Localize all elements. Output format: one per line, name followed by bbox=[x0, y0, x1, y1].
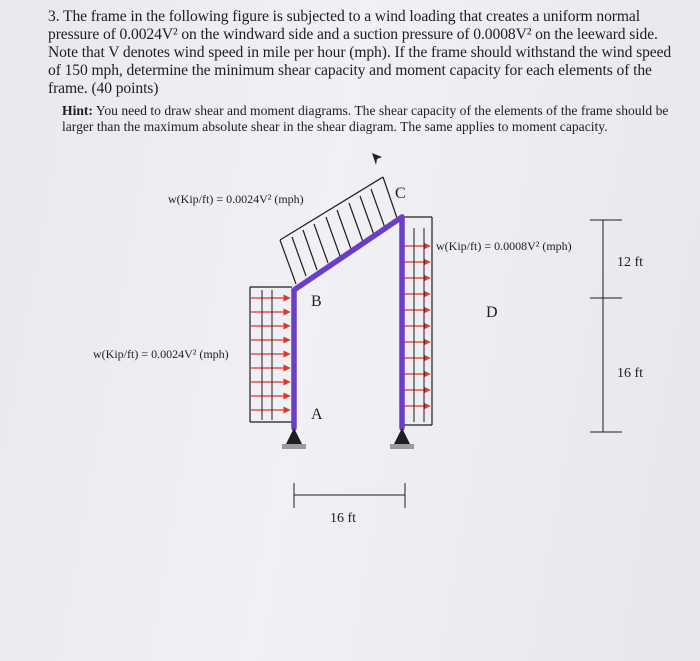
problem-text: The frame in the following figure is subjected to a wind loading that creates a uniform normal pressure of 0.0024V² on the windward side and a suction pressure of 0.0008V² on the leeward side. Note that V denotes wind speed in mile per hour (mph). If the frame should withstand the wind speed of 150 mph, determine the minimum shear capacity and moment capacity for each elements of the frame. (40 points) bbox=[48, 8, 672, 97]
cursor-arrow-icon bbox=[372, 153, 382, 165]
windward-load-arrows bbox=[251, 298, 290, 410]
dimension-lower-label: 16 ft bbox=[617, 366, 644, 381]
dimension-width bbox=[294, 483, 405, 508]
node-label-d: D bbox=[486, 304, 498, 321]
leeward-load bbox=[404, 217, 432, 425]
problem-number: 3. bbox=[48, 8, 60, 25]
pin-support-right bbox=[390, 428, 414, 449]
dimension-height bbox=[590, 220, 622, 432]
hint-label: Hint: bbox=[62, 103, 93, 118]
dimension-upper-label: 12 ft bbox=[617, 255, 644, 270]
windward-load-label: w(Kip/ft) = 0.0024V² (mph) bbox=[93, 347, 229, 361]
node-label-c: C bbox=[395, 185, 406, 202]
member-bc bbox=[294, 217, 402, 290]
leeward-load-ticks bbox=[414, 228, 424, 422]
frame-members bbox=[294, 217, 402, 428]
leeward-load-arrows bbox=[404, 246, 430, 406]
leeward-load-label: w(Kip/ft) = 0.0008V² (mph) bbox=[436, 239, 572, 253]
node-label-b: B bbox=[311, 293, 322, 310]
dimension-width-label: 16 ft bbox=[330, 511, 357, 526]
hint-text: You need to draw shear and moment diagrams. The shear capacity of the elements of the frame should be larger than the maximum absolute shear in the shear diagram. The same applies to moment capacity. bbox=[62, 103, 669, 134]
rafter-load-label: w(Kip/ft) = 0.0024V² (mph) bbox=[168, 192, 304, 206]
windward-load-ticks bbox=[262, 290, 272, 420]
node-label-a: A bbox=[311, 406, 323, 423]
pin-support-left bbox=[282, 428, 306, 449]
